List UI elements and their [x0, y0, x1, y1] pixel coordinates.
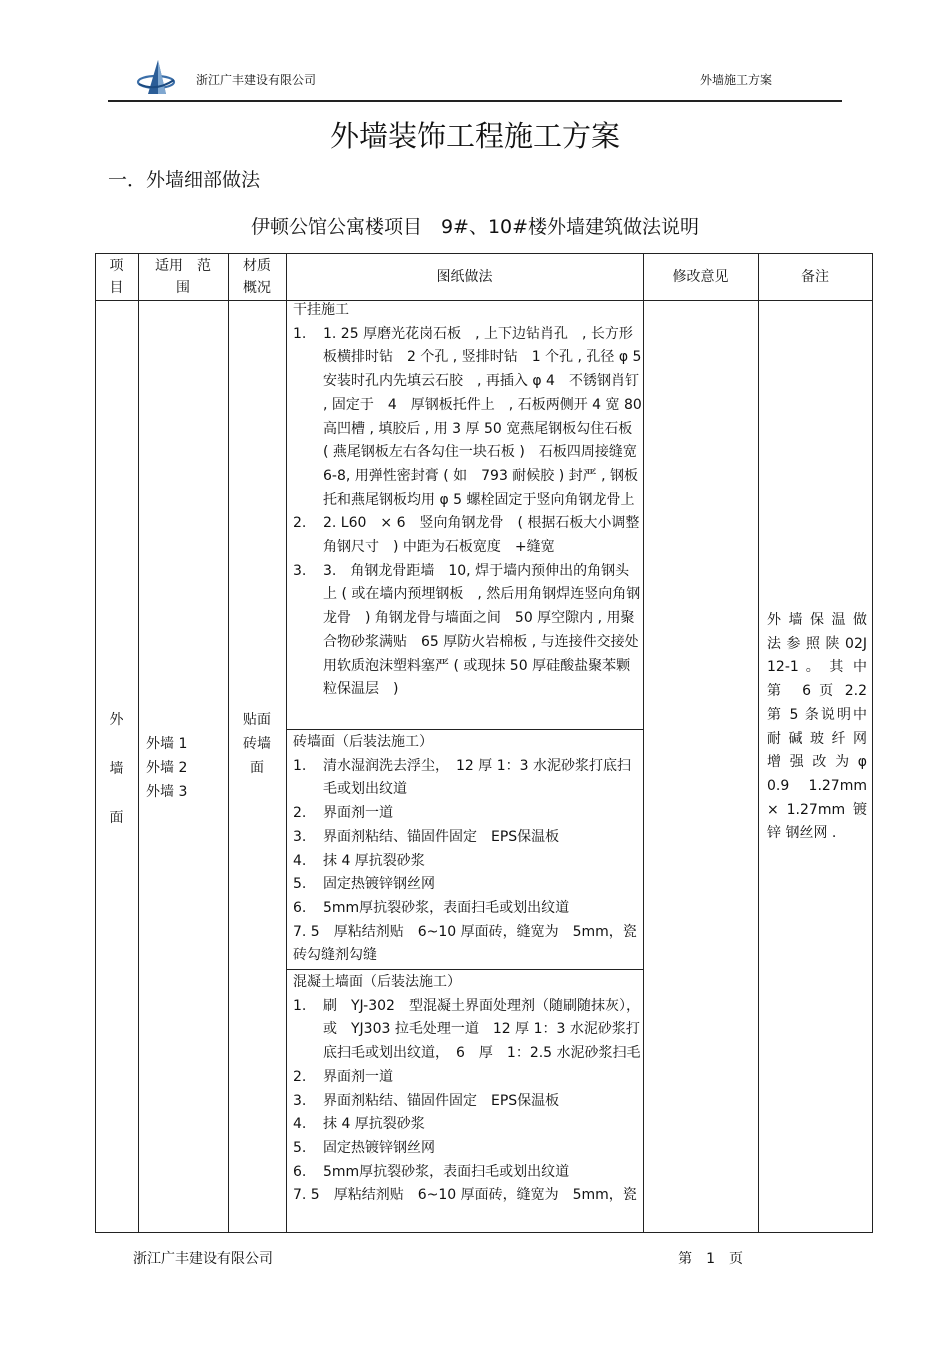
scope-cell — [138, 732, 228, 804]
col-line-5 — [758, 253, 759, 1233]
list-item: 1. 1. 25 厚磨光花岗石板 , 上下边钻肖孔 , 长方形板横排时钻 2 个孔 , 竖排时钻 1 个孔 , 孔径 φ 5 安装时孔内先填云石胶 , 再插入 φ 4 不锈钢肖钉 , 固定于 4 厚钢板托件上 , 石板两侧开 4 宽 80 高凹槽 , 填胶后 , 用 3 厚 50 宽燕尾钢板勾住石板 ( 燕尾钢板左右各勾住一块石板 ) 石板四周接缝宽 6-8, 用弹性密封膏 ( 如 793 耐候胶 ) 封严 , 钢板托和燕尾钢板均用 φ 5 螺栓固定于竖向角钢龙骨上 — [293, 325, 656, 508]
list-item: 2. 界面剂一道 — [293, 805, 393, 822]
page-number: 第 1 页 — [678, 1251, 743, 1267]
list-item: 5. 固定热镀锌钢丝网 — [293, 876, 435, 893]
list-item: 6. 5mm厚抗裂砂浆，表面扫毛或划出纹道 — [293, 899, 570, 916]
header-company-name: 浙江广丰建设有限公司 — [196, 73, 317, 87]
header-project: 项 目 — [109, 257, 124, 296]
row-divider-concrete — [286, 969, 643, 970]
construction-table — [95, 253, 873, 1233]
list-item: 3. 3. 角钢龙骨距墙 10, 焊于墙内预伸出的角钢头上 ( 或在墙内预埋钢板 , 然后用角钢焊连竖向角钢龙骨 ) 角钢龙骨与墙面之间 50 厚空隙内 , 用聚合物砂浆满贴 65 厚防火岩棉板 , 与连接件交接处用软质泡沫塑料塞严 ( 或现抹 50 厚硅酸盐聚苯颗粒保温层 ) — [293, 562, 641, 698]
list-item: 1. 清水湿润洗去浮尘， 12 厚 1：3 水泥砂浆打底扫毛或划出纹道 — [293, 757, 631, 798]
list-item: 5. 固定热镀锌钢丝网 — [293, 1139, 435, 1156]
scope-item: 外墙 3 — [146, 784, 188, 800]
brick-wall-block — [293, 731, 643, 968]
col-line-3 — [286, 253, 287, 1233]
table-border-bottom — [95, 1232, 873, 1233]
list-item: 7. 5 厚粘结剂贴 6~10 厚面砖，缝宽为 5mm，瓷砖勾缝剂勾缝 — [293, 923, 637, 964]
page-header — [108, 60, 842, 102]
col-line-6 — [872, 253, 873, 1233]
list-item: 6. 5mm厚抗裂砂浆，表面扫毛或划出纹道 — [293, 1163, 570, 1180]
header-remarks: 备注 — [801, 268, 829, 285]
row-divider-brick — [286, 729, 643, 730]
section-heading: 一．外墙细部做法 — [108, 169, 261, 191]
list-item: 4. 抹 4 厚抗裂砂浆 — [293, 1116, 425, 1133]
header-document-name: 外墙施工方案 — [699, 73, 772, 87]
header-divider — [108, 100, 842, 102]
list-item: 7. 5 厚粘结剂贴 6~10 厚面砖，缝宽为 5mm，瓷 — [293, 1187, 637, 1204]
material-cell: 贴面 砖墙 面 — [243, 712, 271, 776]
remarks-cell: 外 墙 保 温 做 法 参 照 陕 02J12-1 。 其 中第 6 页 2.2 第 5 条说明中耐 碱 玻 纤 网 增 强 改 为 φ 0.9 1.27mm× 1.27mm 镀 锌 钢丝网 . — [767, 612, 867, 842]
list-item: 4. 抹 4 厚抗裂砂浆 — [293, 852, 425, 869]
header-material: 材质 概况 — [243, 257, 271, 296]
block-title: 干挂施工 — [293, 302, 349, 318]
scope-item: 外墙 1 — [146, 736, 188, 752]
scope-item: 外墙 2 — [146, 760, 188, 776]
list-item: 3. 界面剂粘结、锚固件固定 EPS保温板 — [293, 1092, 560, 1109]
col-line-4 — [643, 253, 644, 1233]
footer-company-name: 浙江广丰建设有限公司 — [133, 1251, 273, 1267]
document-title: 外墙装饰工程施工方案 — [329, 119, 620, 153]
header-scope: 适用 范 围 — [155, 257, 211, 296]
header-revision: 修改意见 — [672, 268, 729, 285]
list-item: 2. 2. L60 × 6 竖向角钢龙骨 ( 根据石板大小调整角钢尺寸 ) 中距为石板宽度 +缝宽 — [293, 515, 640, 556]
list-item: 1. 刷 YJ-302 型混凝土界面处理剂（随刷随抹灰），或 YJ303 拉毛处理一道 12 厚 1：3 水泥砂浆打底扫毛或划出纹道， 6 厚 1：2.5 水泥砂浆扫毛 — [293, 997, 641, 1062]
dry-hang-block — [293, 299, 656, 702]
block-title: 砖墙面（后装法施工） — [293, 734, 433, 750]
list-item: 2. 界面剂一道 — [293, 1068, 393, 1085]
header-drawing-method: 图纸做法 — [436, 268, 493, 285]
table-caption: 伊顿公馆公寓楼项目 9#、10#楼外墙建筑做法说明 — [250, 216, 700, 238]
block-title: 混凝土墙面（后装法施工） — [293, 974, 461, 990]
list-item: 3. 界面剂粘结、锚固件固定 EPS保温板 — [293, 828, 560, 845]
project-cell: 外 墙 面 — [109, 712, 124, 826]
concrete-wall-block — [293, 971, 643, 1208]
company-logo-icon — [136, 58, 178, 98]
